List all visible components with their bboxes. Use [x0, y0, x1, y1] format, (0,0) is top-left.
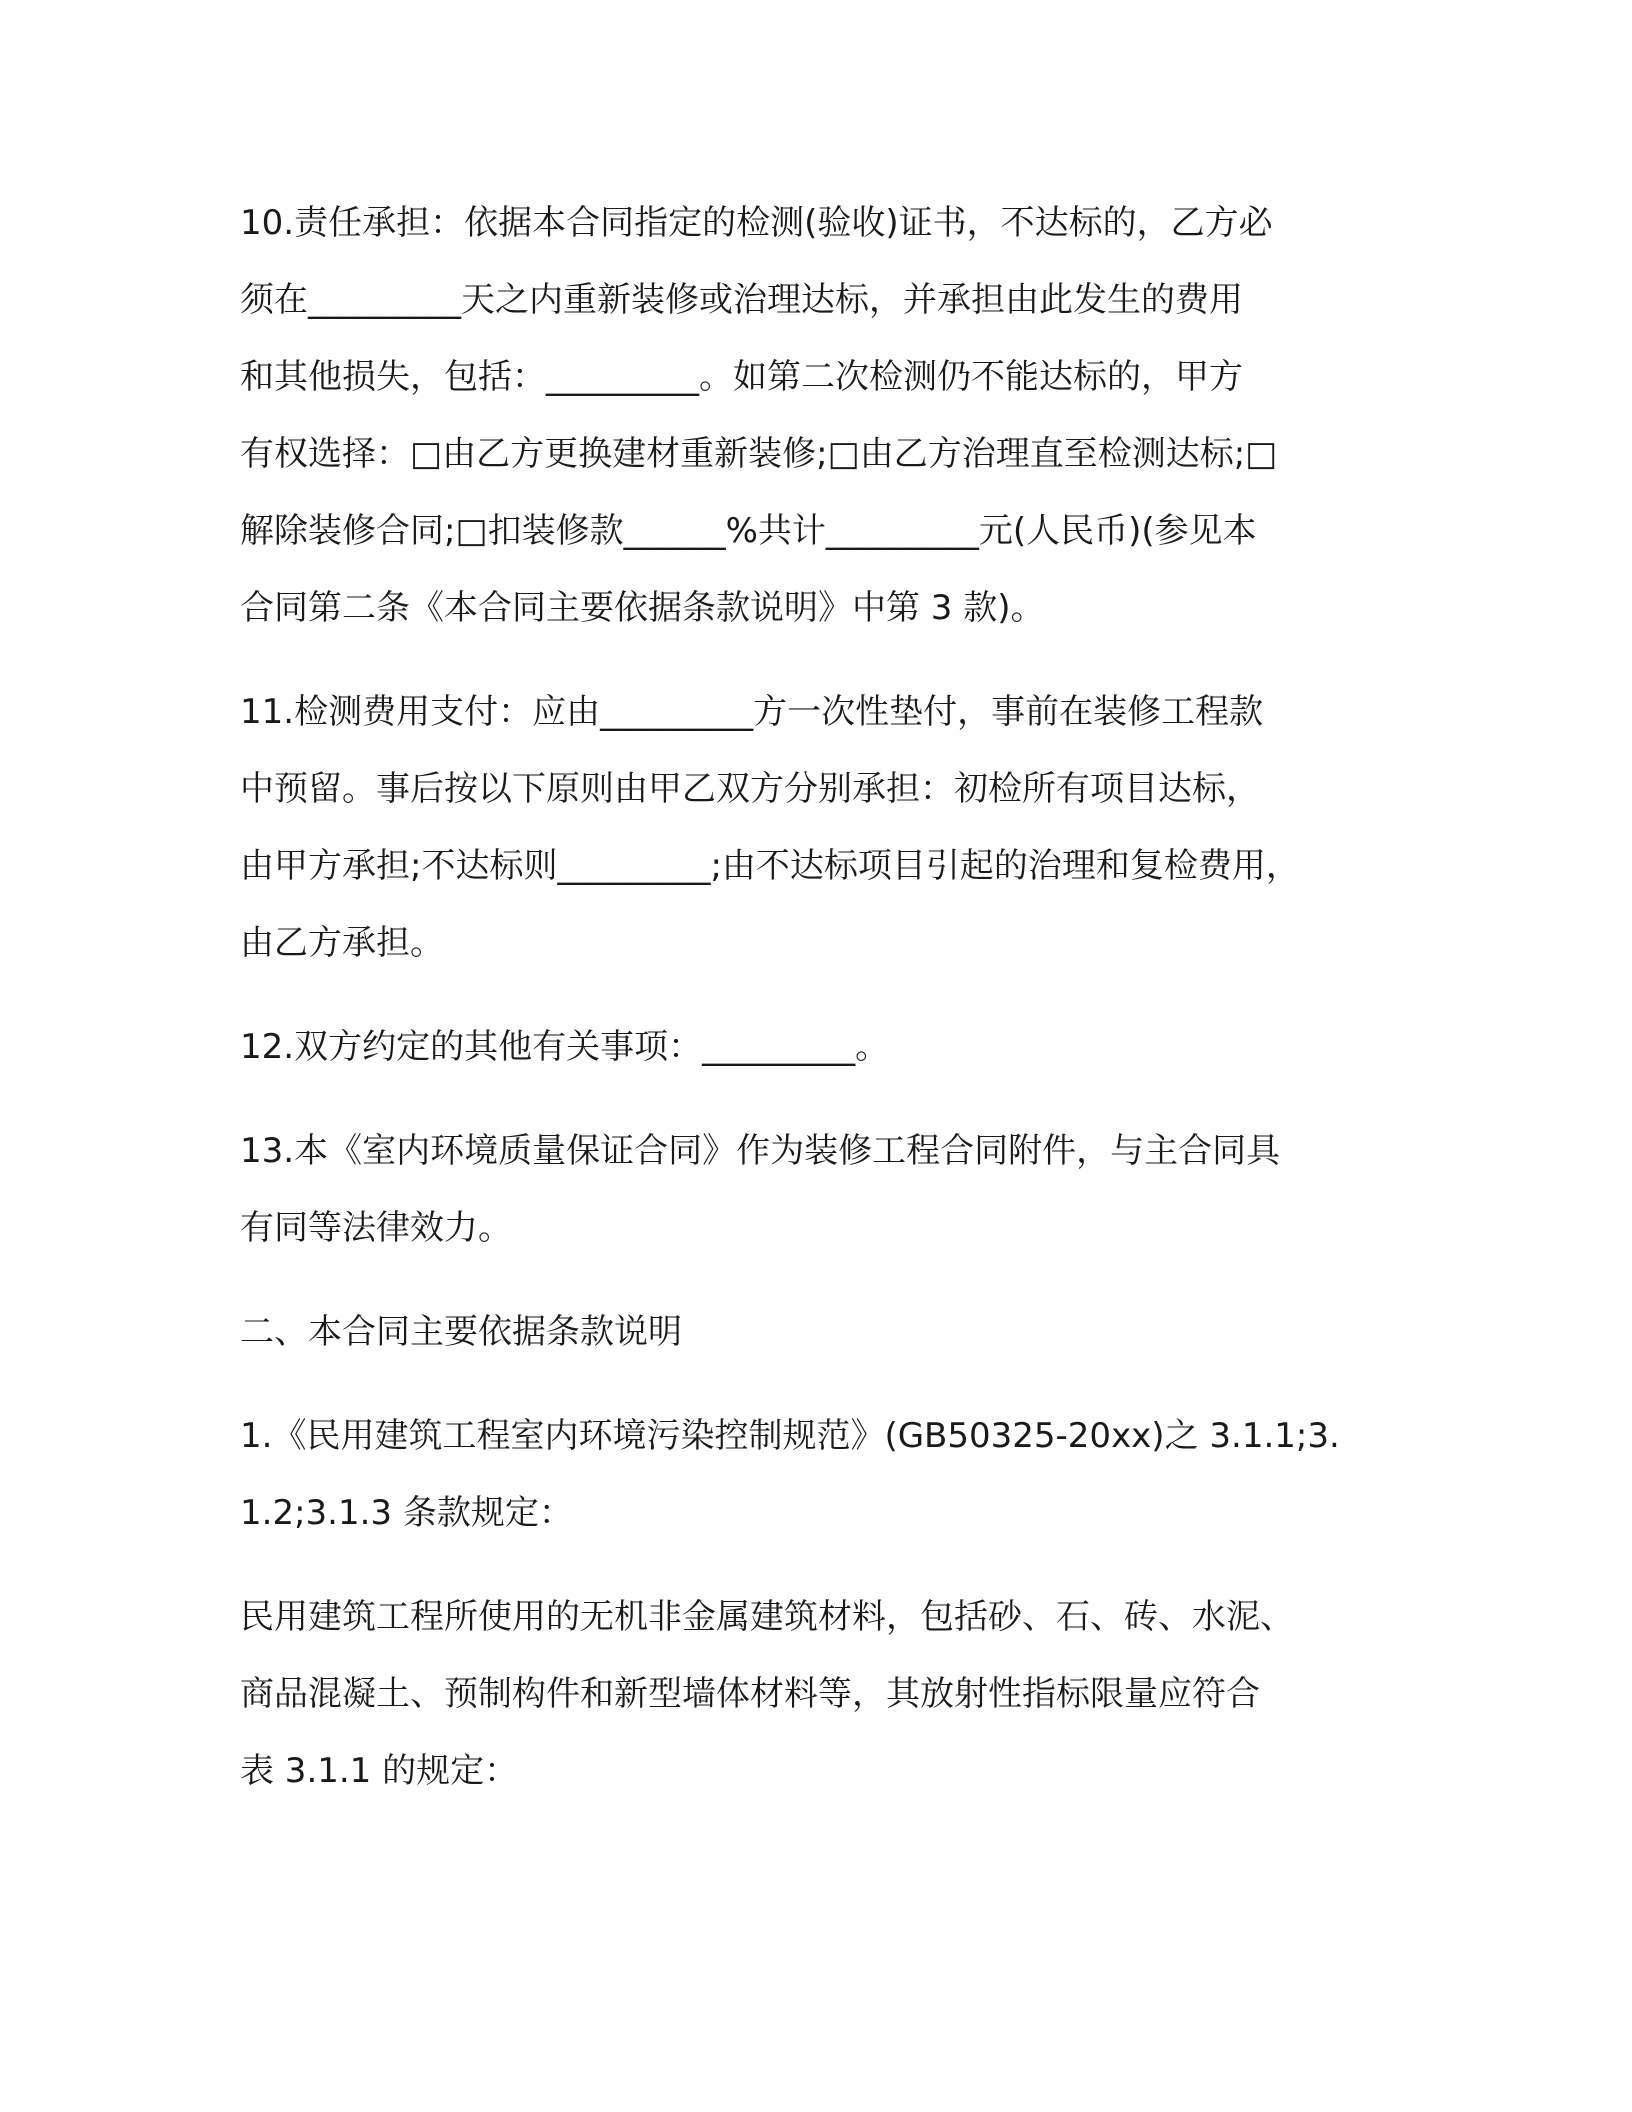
text-line: 1.2;3.1.3 条款规定： — [240, 1493, 573, 1533]
text-line: 民用建筑工程所使用的无机非金属建筑材料，包括砂、石、砖、水泥、 — [240, 1597, 1294, 1637]
text-line: 解除装修合同;□扣装修款______%共计_________元(人民币)(参见本 — [240, 511, 1257, 551]
text-line: 1.《民用建筑工程室内环境污染控制规范》(GB50325-20xx)之 3.1.1;3. — [240, 1416, 1340, 1456]
text-line: 商品混凝土、预制构件和新型墙体材料等，其放射性指标限量应符合 — [240, 1674, 1260, 1714]
heading-line: 二、本合同主要依据条款说明 — [240, 1312, 682, 1352]
text-line: 由甲方承担;不达标则_________;由不达标项目引起的治理和复检费用， — [240, 846, 1300, 886]
clause-11-paragraph — [240, 674, 1410, 982]
clause-10-paragraph — [240, 185, 1410, 647]
text-line: 有权选择：□由乙方更换建材重新装修;□由乙方治理直至检测达标;□ — [240, 434, 1278, 474]
clause-12-paragraph — [240, 1009, 1410, 1086]
text-line: 合同第二条《本合同主要依据条款说明》中第 3 款)。 — [240, 588, 1045, 628]
text-line: 11.检测费用支付：应由_________方一次性垫付，事前在装修工程款 — [240, 692, 1264, 732]
document-body — [240, 185, 1410, 1810]
text-line: 中预留。事后按以下原则由甲乙双方分别承担：初检所有项目达标， — [240, 769, 1260, 809]
basis-1-paragraph — [240, 1398, 1410, 1552]
section-heading — [240, 1294, 1410, 1371]
text-line: 12.双方约定的其他有关事项：_________。 — [240, 1027, 890, 1067]
basis-1-text-paragraph — [240, 1579, 1410, 1810]
text-line: 和其他损失，包括：_________。如第二次检测仍不能达标的，甲方 — [240, 357, 1243, 397]
text-line: 13.本《室内环境质量保证合同》作为装修工程合同附件，与主合同具 — [240, 1131, 1281, 1171]
text-line: 须在_________天之内重新装修或治理达标，并承担由此发生的费用 — [240, 280, 1243, 320]
text-line: 表 3.1.1 的规定： — [240, 1751, 519, 1791]
text-line: 10.责任承担：依据本合同指定的检测(验收)证书，不达标的，乙方必 — [240, 203, 1273, 243]
clause-13-paragraph — [240, 1113, 1410, 1267]
text-line: 由乙方承担。 — [240, 923, 444, 963]
text-line: 有同等法律效力。 — [240, 1208, 512, 1248]
